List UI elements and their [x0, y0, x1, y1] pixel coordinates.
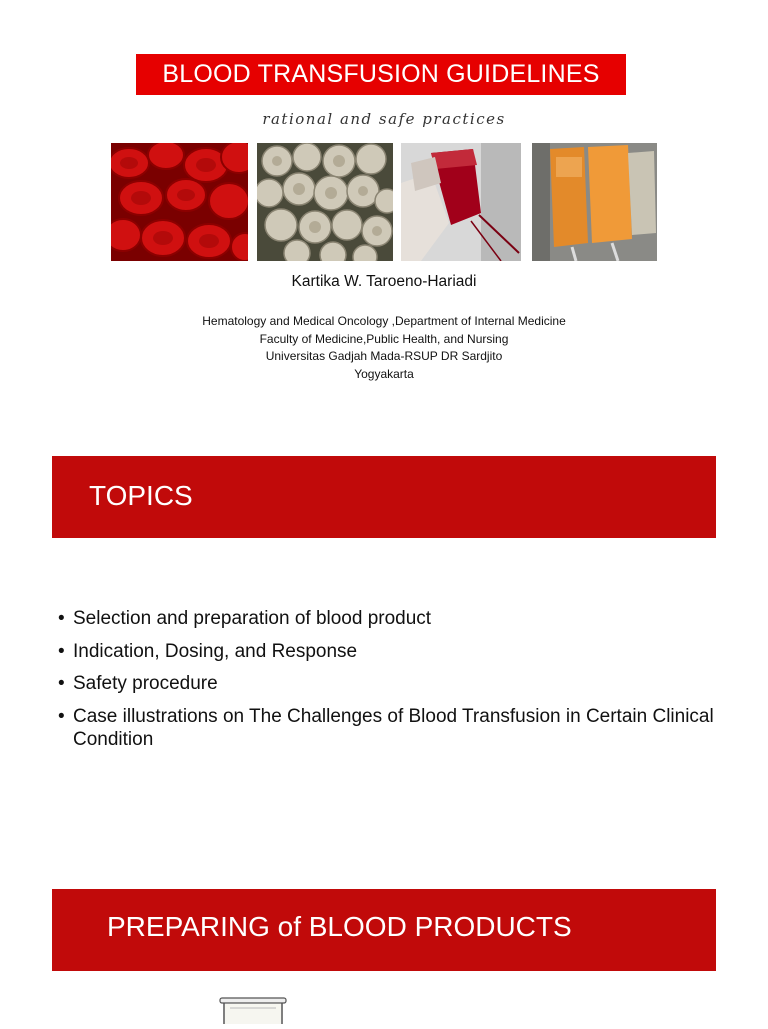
- topics-list: [58, 607, 718, 761]
- affiliation-line: Universitas Gadjah Mada-RSUP DR Sardjito: [265, 349, 503, 363]
- bullet-icon: •: [58, 608, 65, 629]
- author-name: Kartika W. Taroeno-Hariadi: [291, 273, 477, 290]
- plasma-bags-photo: [532, 143, 657, 261]
- beaker-icon: [218, 996, 288, 1024]
- topics-heading: TOPICS: [89, 480, 193, 511]
- red-blood-cells-photo: [111, 143, 248, 261]
- list-item: • Safety procedure: [58, 673, 218, 694]
- bullet-icon: •: [58, 640, 65, 662]
- preparing-heading: PREPARING of BLOOD PRODUCTS: [107, 911, 572, 942]
- subtitle: rational and safe practices: [262, 110, 506, 128]
- blood-bag-photo: [401, 143, 521, 261]
- page-title: BLOOD TRANSFUSION GUIDELINES: [162, 60, 600, 88]
- list-item: • Case illustrations on The Challenges of Blood Transfusion in Certain Clinical Condition: [58, 705, 714, 750]
- bullet-icon: •: [58, 705, 65, 727]
- white-blood-cell-photo: [257, 143, 393, 261]
- topics-banner: [52, 456, 716, 538]
- affiliation-line: Faculty of Medicine,Public Health, and Nursing: [259, 331, 509, 346]
- affiliation-block: [0, 313, 768, 383]
- affiliation-line: Hematology and Medical Oncology ,Department of Internal Medicine: [202, 314, 566, 328]
- bullet-icon: •: [58, 673, 65, 694]
- title-banner: [136, 54, 626, 95]
- list-item: • Indication, Dosing, and Response: [58, 640, 358, 662]
- list-item: • Selection and preparation of blood product: [58, 608, 432, 629]
- preparing-banner: [52, 889, 716, 971]
- affiliation-line: Yogyakarta: [354, 366, 414, 381]
